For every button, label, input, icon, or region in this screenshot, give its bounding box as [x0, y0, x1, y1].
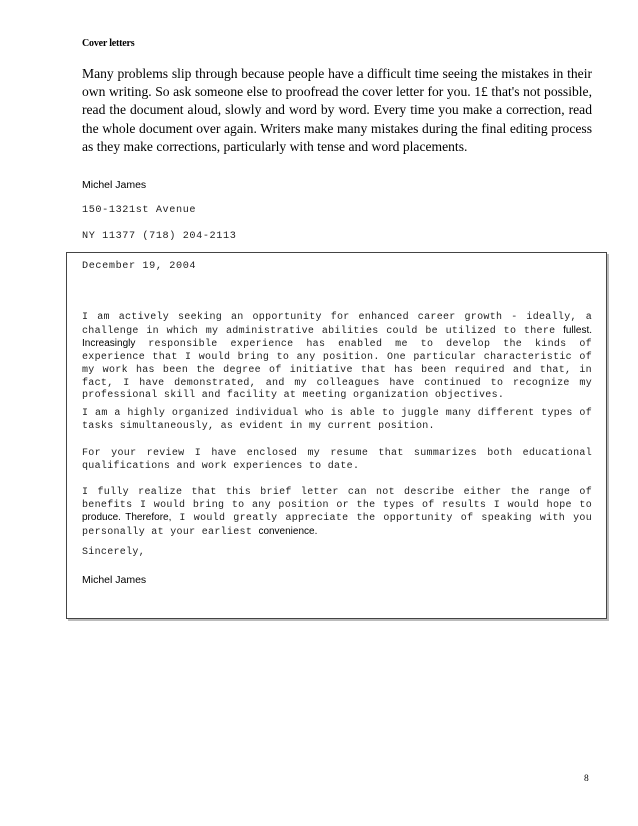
letter-paragraph-3: For your review I have enclosed my resume that summarizes both educational qualifications and work experiences to date. — [82, 448, 592, 472]
paragraph-4-highlight-2: convenience. — [258, 526, 318, 538]
paragraph-1-text-a: I am actively seeking an opportunity for enhanced career growth - ideally, a challenge in which my administrative abilities could be utilized to there — [82, 312, 592, 337]
letter-paragraph-2: I am a highly organized individual who is able to juggle many different types of tasks simultaneously, as evident in my current position. — [82, 408, 592, 432]
intro-paragraph: Many problems slip through because people have a difficult time seeing the mistakes in their own writing. So ask someone else to proofread the cover letter for you. 1£ that's not possible, read the document aloud, slowly and word by word. Every time you make a correction, read the whole document over again. Writers make many mistakes during the final editing process as they make corrections, particularly with tense and word placements. — [82, 66, 592, 154]
signature-name: Michel James — [82, 574, 147, 586]
paragraph-4-text-b: I would greatly appreciate the opportunity of speaking with you personally at your earliest — [82, 513, 592, 539]
sender-name: Michel James — [82, 179, 147, 191]
letter-paragraph-1 — [82, 312, 592, 403]
letter-paragraph-4 — [82, 487, 592, 540]
letter-date: December 19, 2004 — [82, 261, 197, 272]
letter-closing: Sincerely, — [82, 547, 146, 558]
sender-address-city-phone: NY 11377 (718) 204-2113 — [82, 231, 237, 242]
sender-address-street: 150-1321st Avenue — [82, 205, 197, 216]
letter-frame — [66, 252, 607, 619]
paragraph-4-text-a: I fully realize that this brief letter can not describe either the range of benefits I would bring to any position or the types of results I would hope to — [82, 487, 592, 511]
page-number: 8 — [584, 774, 589, 784]
paragraph-1-text-b: responsible experience has enabled me to develop the kinds of experience that I would bring to any position. One particular characteristic of my work has been the degree of initiative that has been required and that, in fact, I have demonstrated, and my colleagues have continued to recognize my professional skill and facility at meeting organization objectives. — [82, 339, 592, 402]
paragraph-1-highlight: fullest. Increasingly — [82, 324, 592, 350]
page-header-title: Cover letters — [82, 38, 135, 49]
paragraph-4-highlight-1: produce. Therefore, — [82, 512, 172, 524]
